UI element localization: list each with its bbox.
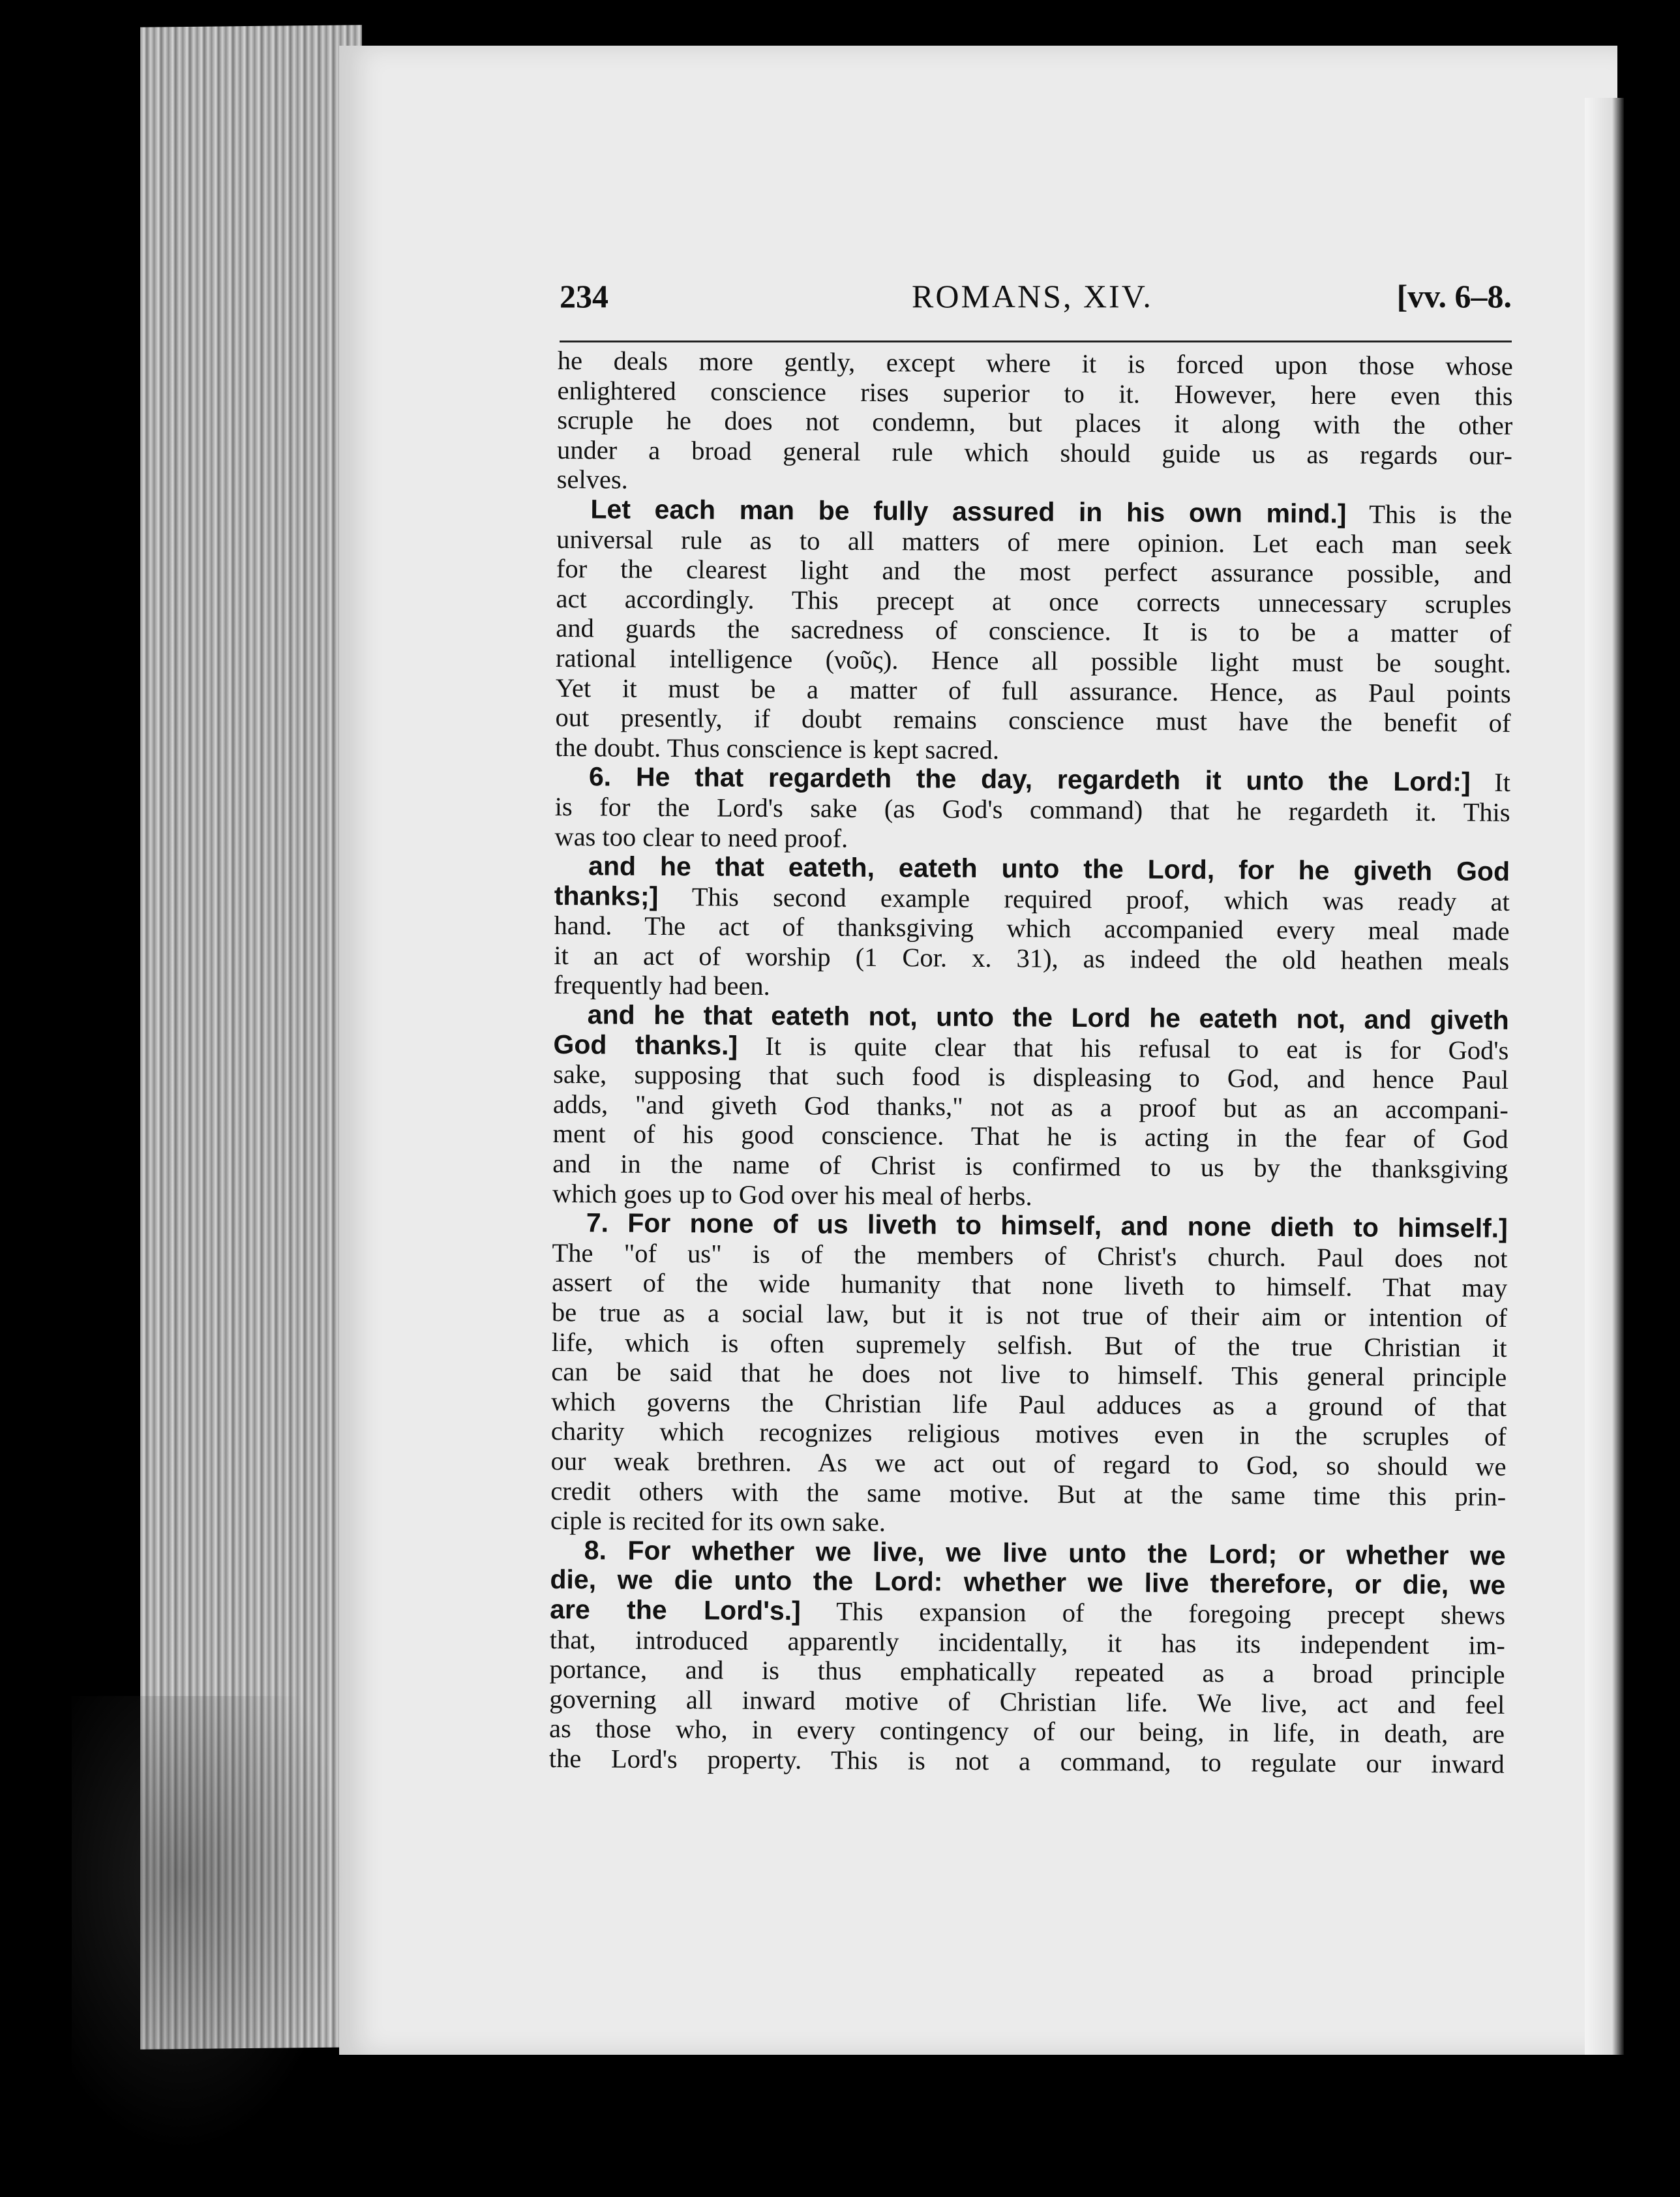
text-line: as those who, in every contingency of our being, in life, in death, are (548, 1714, 1505, 1750)
text-line: hand. The act of thanksgiving which accompanied every meal made (554, 911, 1510, 947)
text-line: is for the Lord's sake (as God's command) that he regardeth it. This (554, 791, 1510, 827)
text-line: can be said that he does not live to himself. This general principle (551, 1357, 1507, 1393)
text-line: rational intelligence (νοῦς). Hence all possible light must be sought. (555, 643, 1512, 678)
paragraph-verse-6a (554, 762, 1510, 857)
text-line: credit others with the same motive. But at the same time this prin- (550, 1476, 1507, 1511)
text-line: adds, "and giveth God thanks," not as a proof but as an accompani- (552, 1089, 1509, 1125)
text-line: frequently had been. (553, 970, 770, 1001)
text-line: life, which is often supremely selfish. But of the true Christian it (551, 1327, 1507, 1363)
text-line: out presently, if doubt remains conscience must have the benefit of (555, 703, 1511, 738)
text-line: under a broad general rule which should guide us as regards our- (556, 434, 1513, 470)
verse-lemma: God thanks.] (553, 1029, 738, 1061)
text-line: 6. He that regardeth the day, regardeth it unto the Lord:] It (588, 761, 1511, 798)
text-line: the Lord's property. This is not a command, to regulate our inward (548, 1743, 1505, 1779)
text-line: are the Lord's.] This expansion of the foregoing precept shews (550, 1594, 1506, 1630)
text-line: assert of the wide humanity that none liveth to himself. That may (552, 1267, 1508, 1303)
verse-lemma: Let each man be fully assured in his own mind.] (590, 494, 1347, 529)
text-line: which governs the Christian life Paul adduces as a ground of that (550, 1386, 1507, 1422)
header-rule (560, 341, 1512, 342)
text-line: Yet it must be a matter of full assurance. Hence, as Paul points (555, 673, 1511, 708)
text-line: charity which recognizes religious motives even in the scruples of (550, 1416, 1507, 1452)
text-line: God thanks.] It is quite clear that his refusal to eat is for God's (553, 1029, 1509, 1065)
text-line: thanks;] This second example required proof, which was ready at (554, 880, 1510, 917)
text-line: the doubt. Thus conscience is kept sacred. (555, 732, 1000, 765)
text-line: ment of his good conscience. That he is acting in the fear of God (552, 1119, 1508, 1155)
text-line: our weak brethren. As we act out of regard to God, so should we (550, 1446, 1507, 1481)
text-line: ciple is recited for its own sake. (550, 1506, 886, 1538)
text-line: that, introduced apparently incidentally, it has its independent im- (549, 1624, 1505, 1660)
verse-range: [vv. 6–8. (1396, 278, 1512, 314)
text-line: and guards the sacredness of conscience. It is to be a matter of (556, 613, 1512, 649)
paragraph-verse-7 (550, 1208, 1508, 1541)
water-stain (72, 1696, 346, 2153)
text-line: which goes up to God over his meal of herbs. (552, 1178, 1032, 1211)
verse-lemma: and he that eateth, eateth unto the Lord, for he giveth God (588, 851, 1510, 887)
text-line: for the clearest light and the most perfect assurance possible, and (556, 554, 1512, 590)
text-line: Let each man be fully assured in his own mind.] This is the (590, 494, 1512, 530)
text-line: he deals more gently, except where it is forced upon those whose (557, 346, 1513, 381)
text-line: sake, supposing that such food is displeasing to God, and hence Paul (553, 1059, 1509, 1095)
text-line: selves. (556, 464, 628, 495)
paragraph-verse-5b (555, 494, 1512, 768)
verse-lemma: are the Lord's.] (550, 1594, 801, 1626)
text-line: enlightered conscience rises superior to it. However, here even this (557, 375, 1513, 411)
text-line: governing all inward motive of Christian life. We live, act and feel (549, 1684, 1505, 1720)
text-line: act accordingly. This precept at once corrects unnecessary scruples (556, 583, 1512, 619)
text-line: universal rule as to all matters of mere opinion. Let each man seek (556, 524, 1512, 560)
running-title: ROMANS, XIV. (912, 278, 1153, 314)
text-line: it an act of worship (1 Cor. x. 31), as indeed the old heathen meals (554, 940, 1510, 976)
paragraph-continuation (557, 346, 1513, 500)
text-line: and in the name of Christ is confirmed to us by the thanksgiving (552, 1149, 1508, 1184)
verse-lemma: 7. For none of us liveth to himself, and none dieth to himself.] (586, 1207, 1508, 1244)
paragraph-verse-6c (552, 1000, 1509, 1214)
verse-lemma: die, we die unto the Lord: whether we live therefore, or die, we (550, 1564, 1506, 1601)
verse-lemma: and he that eateth not, unto the Lord he eateth not, and giveth (587, 999, 1509, 1035)
facing-page-edge (1585, 98, 1624, 2055)
running-header (560, 277, 1512, 323)
text-line: scruple he does not condemn, but places it along with the other (557, 405, 1513, 441)
verse-lemma: thanks;] (554, 880, 659, 911)
page-number: 234 (560, 278, 608, 314)
paragraph-verse-8 (549, 1536, 1506, 1780)
text-line: portance, and is thus emphatically repeated as a broad principle (549, 1654, 1505, 1690)
body-text (549, 346, 1513, 1779)
text-line: The "of us" is of the members of Christ's church. Paul does not (552, 1237, 1508, 1273)
verse-lemma: 6. He that regardeth the day, regardeth it unto the Lord:] (588, 761, 1471, 797)
text-line: was too clear to need proof. (554, 821, 848, 853)
paragraph-verse-6b (554, 851, 1510, 1006)
verse-lemma: 8. For whether we live, we live unto the Lord; or whether we (584, 1535, 1506, 1571)
text-line: be true as a social law, but it is not true of their aim or intention of (551, 1297, 1508, 1333)
